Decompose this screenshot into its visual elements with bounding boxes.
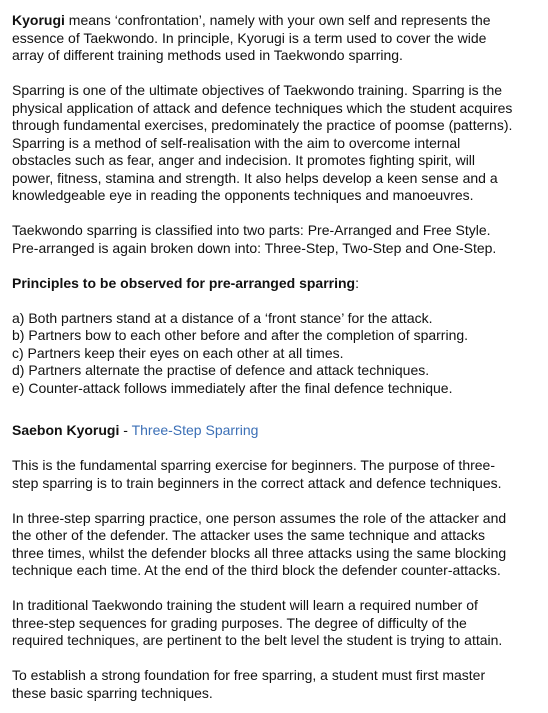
- paragraph-line: Sparring is a method of self-realisation with the aim to overcome internal: [12, 134, 461, 151]
- paragraph-line: In three-step sparring practice, one person assumes the role of the attacker and: [12, 509, 507, 526]
- intro-line-3: array of different training methods used in Taekwondo sparring.: [12, 47, 403, 63]
- kyorugi-term: Kyorugi: [12, 12, 65, 28]
- section-paragraph-4: [12, 667, 544, 702]
- section-subtitle-link[interactable]: Three-Step Sparring: [131, 422, 259, 438]
- list-item: b) Partners bow to each other before and after the completion of sparring.: [12, 327, 469, 343]
- paragraph-line: technique each time. At the end of the third block the defender counter-attacks.: [12, 562, 501, 578]
- section-paragraph-1: [12, 457, 544, 492]
- list-item: c) Partners keep their eyes on each other at all times.: [12, 344, 344, 361]
- section-separator: -: [119, 422, 132, 438]
- paragraph-line: through fundamental exercises, predominately the practice of poomse (patterns).: [12, 117, 513, 133]
- section-paragraph-3: [12, 597, 544, 650]
- principles-heading-text: Principles to be observed for pre-arranged sparring: [12, 274, 356, 291]
- classification-paragraph: [12, 222, 544, 257]
- section-title: Saebon Kyorugi: [12, 422, 120, 438]
- paragraph-line: power, fitness, stamina and strength. It also helps develop a keen sense and a: [12, 169, 498, 186]
- paragraph-line: the other of the defender. The attacker uses the same technique and attacks: [12, 527, 485, 543]
- intro-line-2: essence of Taekwondo. In principle, Kyorugi is a term used to cover the wide: [12, 29, 487, 46]
- intro-line-1-rest: means ‘confrontation’, namely with your own self and represents the: [64, 12, 491, 28]
- paragraph-line: physical application of attack and defence techniques which the student acquires: [12, 99, 513, 116]
- list-item: d) Partners alternate the practise of defence and attack techniques.: [12, 362, 430, 378]
- section-heading: [12, 422, 544, 440]
- intro-line-1: [12, 12, 544, 30]
- paragraph-line: Sparring is one of the ultimate objectives of Taekwondo training. Sparring is the: [12, 82, 503, 98]
- paragraph-line: obstacles such as fear, anger and indecision. It promotes fighting spirit, will: [12, 152, 476, 168]
- paragraph-line: step sparring is to train beginners in the correct attack and defence techniques.: [12, 474, 502, 491]
- paragraph-line: Taekwondo sparring is classified into two parts: Pre-Arranged and Free Style.: [12, 222, 491, 238]
- paragraph-line: In traditional Taekwondo training the student will learn a required number of: [12, 597, 478, 613]
- intro-paragraph: [12, 12, 544, 65]
- sparring-paragraph: [12, 82, 544, 205]
- paragraph-line: three times, whilst the defender blocks all three attacks using the same blocking: [12, 544, 507, 561]
- list-item: e) Counter-attack follows immediately after the final defence technique.: [12, 379, 453, 396]
- list-item: a) Both partners stand at a distance of a ‘front stance’ for the attack.: [12, 309, 433, 326]
- section-paragraph-2: [12, 510, 544, 580]
- paragraph-line: knowledgeable eye in reading the opponents techniques and manoeuvres.: [12, 187, 474, 203]
- paragraph-line: This is the fundamental sparring exercise for beginners. The purpose of three-: [12, 457, 495, 473]
- paragraph-line: Pre-arranged is again broken down into: Three-Step, Two-Step and One-Step.: [12, 239, 497, 256]
- paragraph-line: To establish a strong foundation for free sparring, a student must first master: [12, 667, 486, 683]
- document-page: [12, 12, 544, 702]
- paragraph-line: three-step sequences for grading purposes. The degree of difficulty of the: [12, 614, 467, 631]
- principles-heading-colon: :: [355, 274, 359, 291]
- principles-list: [12, 310, 544, 398]
- paragraph-line: required techniques, are pertinent to the belt level the student is trying to attain.: [12, 632, 503, 648]
- paragraph-line: these basic sparring techniques.: [12, 684, 213, 701]
- principles-heading: [12, 275, 544, 293]
